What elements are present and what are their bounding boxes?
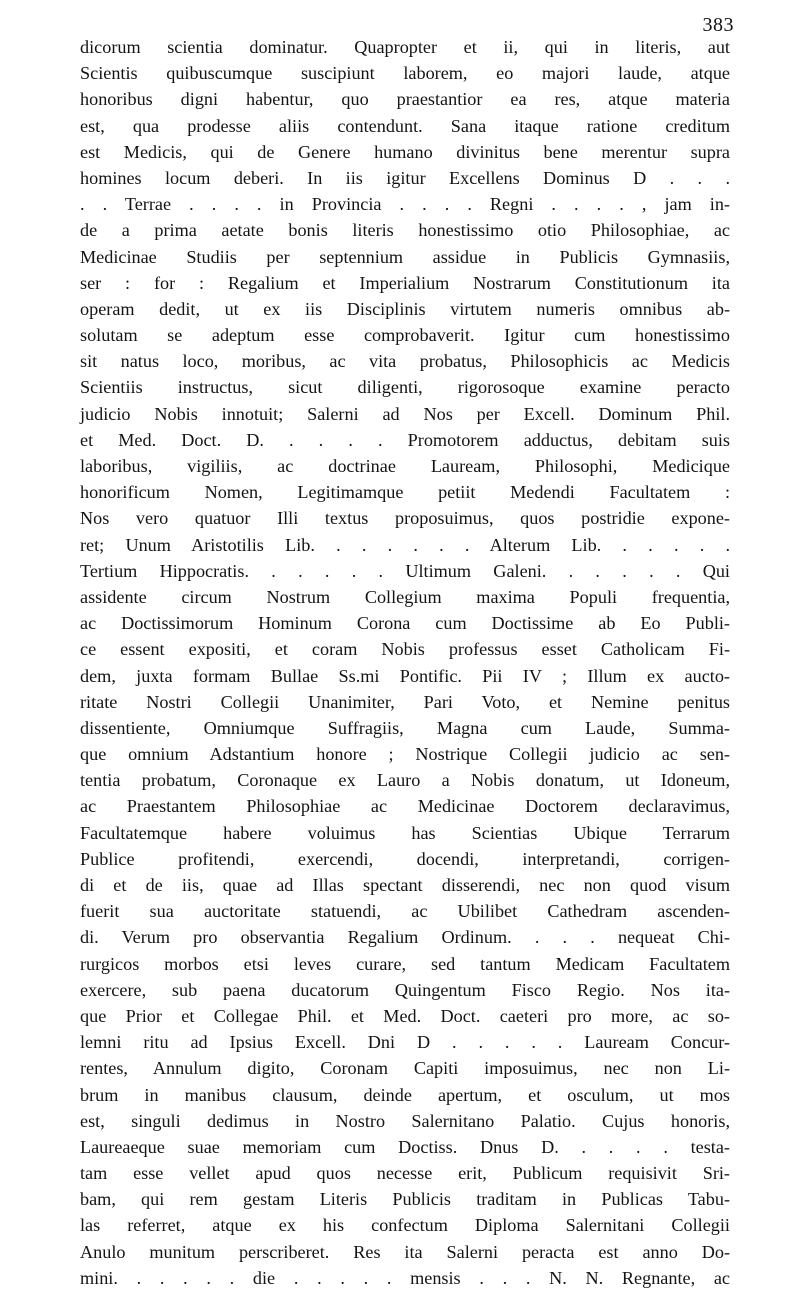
- text-line: est Medicis, qui de Genere humano divinitus bene merentur supra: [80, 141, 730, 162]
- text-line: honorificum Nomen, Legitimamque petiit Medendi Facultatem :: [80, 482, 730, 503]
- text-line: tam esse vellet apud quos necesse erit, Publicum requisivit Sri-: [80, 1163, 730, 1184]
- text-line: las referret, atque ex his confectum Diploma Salernitani Collegii: [80, 1215, 730, 1236]
- text-line: tentia probatum, Coronaque ex Lauro a Nobis donatum, ut Idoneum,: [80, 770, 730, 791]
- text-line: Anulo munitum perscriberet. Res ita Salerni peracta est anno Do-: [80, 1241, 730, 1262]
- text-line: Medicinae Studiis per septennium assidue in Publicis Gymnasiis,: [80, 246, 730, 267]
- text-line: solutam se adeptum esse comprobaverit. Igitur cum honestissimo: [80, 325, 730, 346]
- text-line: que omnium Adstantium honore ; Nostrique Collegii judicio ac sen-: [80, 744, 730, 765]
- text-line: et Med. Doct. D. . . . . Promotorem adductus, debitam suis: [80, 429, 730, 450]
- text-line: Facultatemque habere voluimus has Scientias Ubique Terrarum: [80, 822, 730, 843]
- text-line: Publice profitendi, exercendi, docendi, interpretandi, corrigen-: [80, 848, 730, 869]
- page-number: 383: [702, 14, 734, 36]
- text-body: [80, 34, 730, 1291]
- text-line: fuerit sua auctoritate statuendi, ac Ubilibet Cathedram ascenden-: [80, 901, 730, 922]
- text-line: ser : for : Regalium et Imperialium Nostrarum Constitutionum ita: [80, 272, 730, 293]
- text-line: sit natus loco, moribus, ac vita probatus, Philosophicis ac Medicis: [80, 351, 730, 372]
- text-line: que Prior et Collegae Phil. et Med. Doct. caeteri pro more, ac so-: [80, 1005, 730, 1026]
- text-line: judicio Nobis innotuit; Salerni ad Nos per Excell. Dominum Phil.: [80, 403, 730, 424]
- text-line: rurgicos morbos etsi leves curare, sed tantum Medicam Facultatem: [80, 953, 730, 974]
- text-line: ac Praestantem Philosophiae ac Medicinae Doctorem declaravimus,: [80, 796, 730, 817]
- text-line: ret; Unum Aristotilis Lib. . . . . . . Alterum Lib. . . . . .: [80, 534, 730, 555]
- text-line: exercere, sub paena ducatorum Quingentum Fisco Regio. Nos ita-: [80, 979, 730, 1000]
- text-line: assidente circum Nostrum Collegium maxima Populi frequentia,: [80, 586, 730, 607]
- text-line: di. Verum pro observantia Regalium Ordinum. . . . nequeat Chi-: [80, 927, 730, 948]
- text-line: est, singuli dedimus in Nostro Salernitano Palatio. Cujus honoris,: [80, 1110, 730, 1131]
- text-line: Tertium Hippocratis. . . . . . Ultimum Galeni. . . . . . Qui: [80, 560, 730, 581]
- text-line: de a prima aetate bonis literis honestissimo otio Philosophiae, ac: [80, 220, 730, 241]
- text-line: est, qua prodesse aliis contendunt. Sana itaque ratione creditum: [80, 115, 730, 136]
- text-line: dissentiente, Omniumque Suffragiis, Magna cum Laude, Summa-: [80, 717, 730, 738]
- text-line: di et de iis, quae ad Illas spectant disserendi, nec non quod visum: [80, 875, 730, 895]
- text-line: laboribus, vigiliis, ac doctrinae Lauream, Philosophi, Medicique: [80, 456, 730, 476]
- text-line: dem, juxta formam Bullae Ss.mi Pontific. Pii IV ; Illum ex aucto-: [80, 665, 730, 686]
- text-line: Scientiis instructus, sicut diligenti, rigorosoque examine peracto: [80, 377, 730, 398]
- text-line: ce essent expositi, et coram Nobis professus esset Catholicam Fi-: [80, 639, 730, 660]
- text-line: operam dedit, ut ex iis Disciplinis virtutem numeris omnibus ab-: [80, 298, 730, 319]
- text-line: ritate Nostri Collegii Unanimiter, Pari Voto, et Nemine penitus: [80, 691, 730, 712]
- text-line: bam, qui rem gestam Literis Publicis traditam in Publicas Tabu-: [80, 1189, 730, 1210]
- text-line: dicorum scientia dominatur. Quapropter et ii, qui in literis, aut: [80, 37, 730, 57]
- text-line: ac Doctissimorum Hominum Corona cum Doctissime ab Eo Publi-: [80, 613, 730, 634]
- text-line: honoribus digni habentur, quo praestantior ea res, atque materia: [80, 89, 730, 110]
- text-line: . . Terrae . . . . in Provincia . . . . Regni . . . . , jam in-: [80, 194, 730, 215]
- text-line: lemni ritu ad Ipsius Excell. Dni D . . . . . Lauream Concur-: [80, 1032, 730, 1053]
- text-line: Laureaeque suae memoriam cum Doctiss. Dnus D. . . . . testa-: [80, 1136, 730, 1157]
- text-line: Scientis quibuscumque suscipiunt laborem, eo majori laude, atque: [80, 63, 730, 84]
- text-line: homines locum deberi. In iis igitur Excellens Dominus D . . .: [80, 167, 730, 188]
- text-line: mini. . . . . . die . . . . . mensis . . . N. N. Regnante, ac: [80, 1267, 730, 1288]
- text-line: rentes, Annulum digito, Coronam Capiti imposuimus, nec non Li-: [80, 1058, 730, 1079]
- text-line: Nos vero quatuor Illi textus proposuimus, quos postridie expone-: [80, 508, 730, 529]
- text-line: brum in manibus clausum, deinde apertum, et osculum, ut mos: [80, 1084, 730, 1105]
